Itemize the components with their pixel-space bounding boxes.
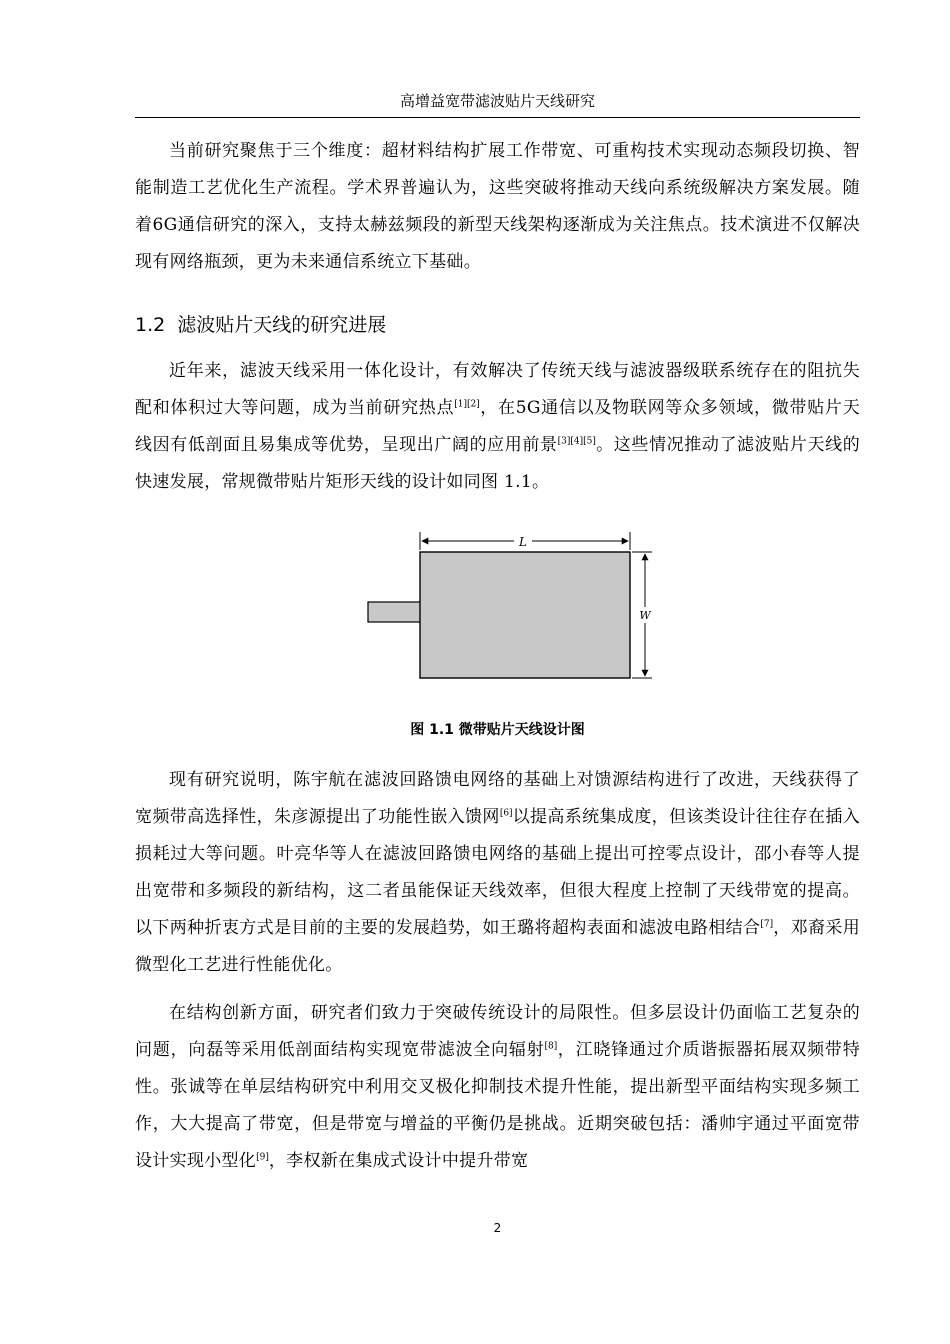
paragraph-1: 当前研究聚焦于三个维度：超材料结构扩展工作带宽、可重构技术实现动态频段切换、智能制造工艺优化生产流程。学术界普遍认为，这些突破将推动天线向系统级解决方案发展。随着6G通信研究的深入，支持太赫兹频段的新型天线架构逐渐成为关注焦点。技术演进不仅解决现有网络瓶颈，更为未来通信系统立下基础。 [135,141,860,272]
p2-text-b: ，在5G通信以及物联网等众多领域，微带贴片天线因有低剖面且易集成等优势，呈现出广阔的应用前景 [135,398,860,455]
p4-text-a: 在结构创新方面，研究者们致力于突破传统设计的局限性。但多层设计仍面临工艺复杂的问题，向磊等采用低剖面结构实现宽带滤波全向辐射 [135,1003,860,1060]
section-title-text: 滤波贴片天线的研究进展 [177,314,387,336]
patch-antenna-figure [366,528,656,688]
paragraph-2 [135,353,860,501]
patch-rectangle [420,552,630,678]
p4-text-b: ，江晓锋通过介质谐振器拓展双频带特性。张诚等在单层结构研究中利用交叉极化抑制技术提升性能，提出新型平面结构实现多频工作，大大提高了带宽，但是带宽与增益的平衡仍是挑战。近期突破包括：潘帅宇通过平面宽带设计实现小型化 [135,1040,860,1171]
citation-8[interactable]: [8] [544,1041,558,1052]
p2-text-c: 。这些情况推动了滤波贴片天线的快速发展，常规微带贴片矩形天线的设计如同图 1.1。 [135,435,861,492]
citation-3-4-5[interactable]: [3][4][5] [557,436,596,447]
paragraph-3 [135,762,860,984]
p3-text-b: 以提高系统集成度，但该类设计往往存在插入损耗过大等问题。叶亮华等人在滤波回路馈电网络的基础上提出可控零点设计，邵小春等人提出宽带和多频段的新结构，这二者虽能保证天线效率，但很大程度上控制了天线带宽的提高。以下两种折衷方式是目前的主要的发展趋势，如王璐将超构表面和滤波电路相结合 [135,807,860,938]
running-header: 高增益宽带滤波贴片天线研究 [399,92,595,110]
section-heading [135,310,386,340]
p4-text-c: ，李权新在集成式设计中提升带宽 [268,1151,529,1171]
citation-1-2[interactable]: [1][2] [454,399,480,410]
p3-text-c: ，邓裔采用微型化工艺进行性能优化。 [135,918,860,975]
p3-text-a: 现有研究说明，陈宇航在滤波回路馈电网络的基础上对馈源结构进行了改进，天线获得了宽频带高选择性，朱彦源提出了功能性嵌入馈网 [135,770,860,827]
citation-9[interactable]: [9] [256,1152,269,1163]
paragraph-4 [135,995,860,1180]
length-label: L [519,535,527,549]
feed-line [368,602,421,622]
p2-text-a: 近年来，滤波天线采用一体化设计，有效解决了传统天线与滤波器级联系统存在的阻抗失配和体积过大等问题，成为当前研究热点 [135,361,860,418]
figure-caption: 图 1.1 微带贴片天线设计图 [410,722,585,738]
section-number: 1.2 [135,314,166,336]
citation-7[interactable]: [7] [760,919,774,930]
citation-6[interactable]: [6] [499,808,513,819]
header-rule [135,117,860,118]
width-label: W [639,609,651,622]
page-number: 2 [493,1221,502,1235]
